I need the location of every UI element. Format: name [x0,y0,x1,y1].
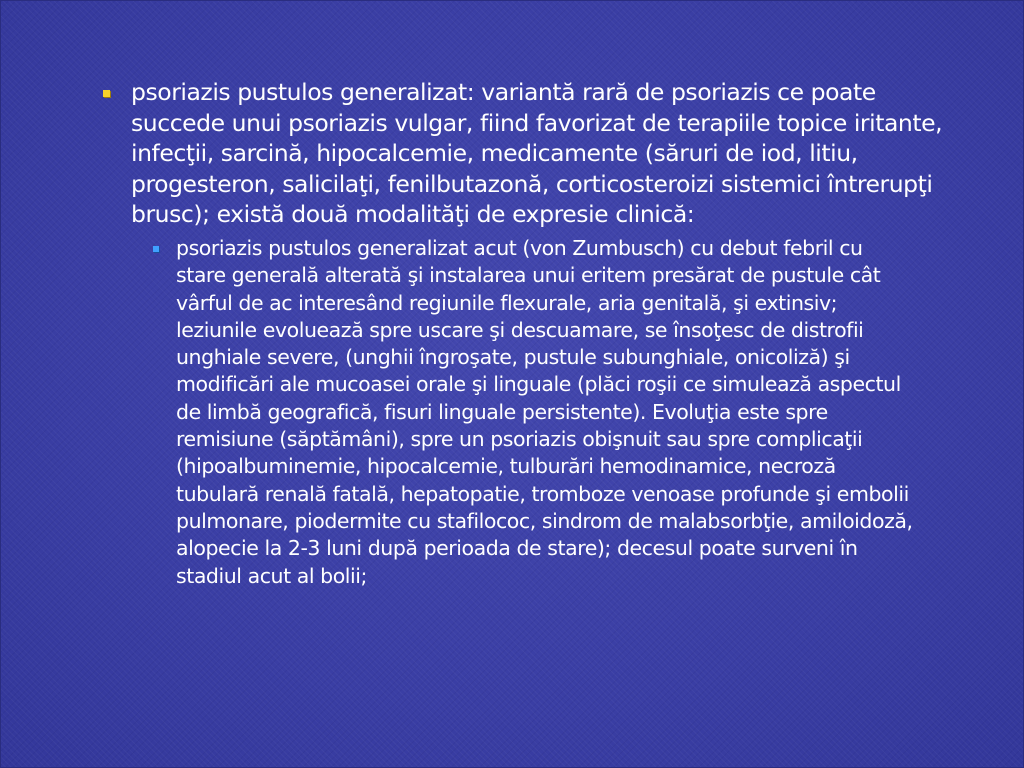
blue-square-bullet-icon [153,246,159,252]
bullet-item-main-text: psoriazis pustulos generalizat: variantă rară de psoriazis ce poate succede unui psoriazis vulgar, fiind favorizat de terapiile topice iritante, infecţii, sarcină, hipocalcemie, medicamente (săruri de iod, litiu, progesteron, salicilaţi, fenilbutazonă, corticosteroizi sistemici întrerupţi brusc); există două modalităţi de expresie clinică: [131,78,943,229]
sub-bullet-item [145,235,915,590]
slide-content [99,77,959,590]
sub-bullet-item-text: psoriazis pustulos generalizat acut (von Zumbusch) cu debut febril cu stare generală alterată şi instalarea unui eritem presărat de pustule cât vârful de ac interesând regiunile flexurale, aria genitală, şi extinsiv; leziunile evoluează spre uscare şi descuamare, se însoţesc de distrofii unghiale severe, (unghii îngroşate, pustule subunghiale, onicoliză) şi modificări ale mucoasei orale şi linguale (plăci roşii ce simulează aspectul de limbă geografică, fisuri linguale persistente). Evoluţia este spre remisiune (săptămâni), spre un psoriazis obişnuit sau spre complicaţii (hipoalbuminemie, hipocalcemie, tulburări hemodinamice, necroză tubulară renală fatală, hepatopatie, tromboze venoase profunde şi embolii pulmonare, piodermite cu stafilococ, sindrom de malabsorbţie, amiloidoză, alopecie la 2-3 luni după perioada de stare); decesul poate surveni în stadiul acut al bolii; [176,235,913,588]
bullet-item-main [99,77,959,230]
sub-bullet-list [145,235,915,590]
yellow-square-bullet-icon [103,90,110,97]
